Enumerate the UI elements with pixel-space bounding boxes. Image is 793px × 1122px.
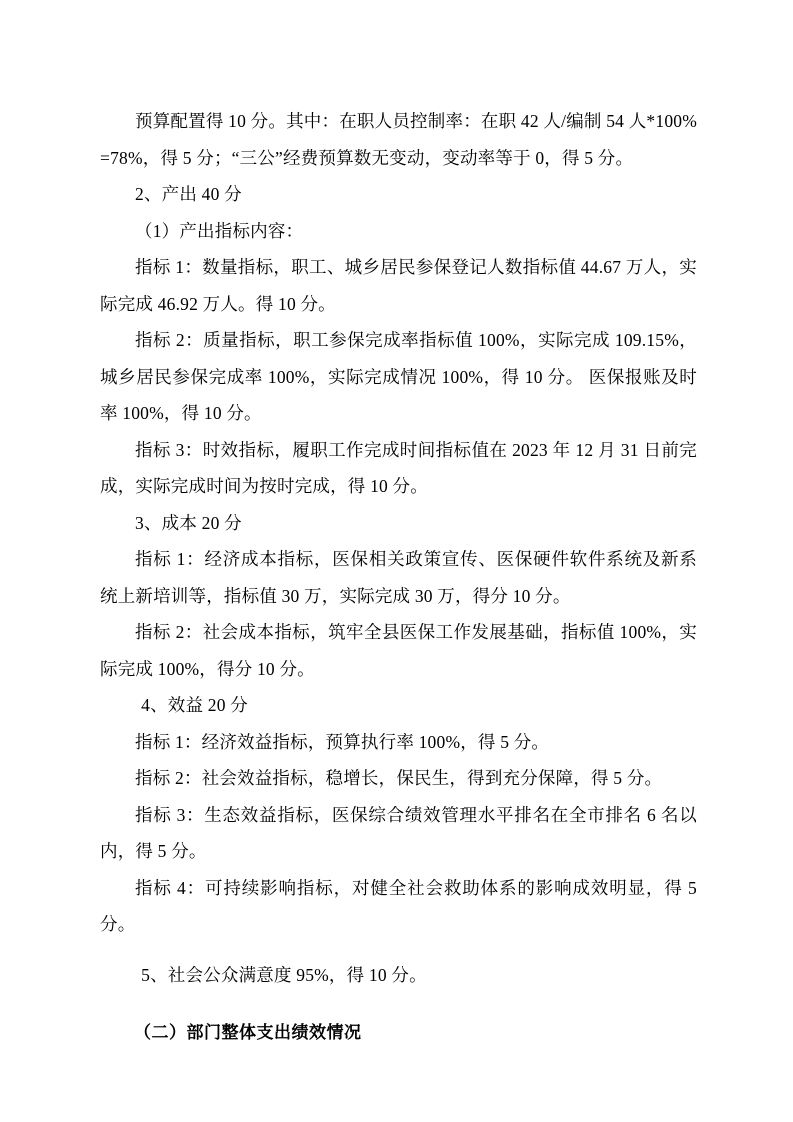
heading-cost-20: 3、成本 20 分 xyxy=(135,512,242,533)
heading-output-40: 2、产出 40 分 xyxy=(135,184,242,204)
para-output-indicator-1: 指标 1：数量指标，职工、城乡居民参保登记人数指标值 44.67 万人，实际完成 46.92 万人。得 10 分。 xyxy=(100,257,697,314)
para-benefit-indicator-4: 指标 4：可持续影响指标，对健全社会救助体系的影响成效明显，得 5 分。 xyxy=(100,877,697,934)
para-budget-allocation: 预算配置得 10 分。其中：在职人员控制率：在职 42 人/编制 54 人*100%=78%，得 5 分；“三公”经费预算数无变动，变动率等于 0，得 5 分。 xyxy=(100,111,697,168)
para-cost-indicator-2: 指标 2：社会成本指标，筑牢全县医保工作发展基础，指标值 100%，实际完成 100%，得分 10 分。 xyxy=(100,622,697,679)
para-cost-indicator-1: 指标 1：经济成本指标，医保相关政策宣传、医保硬件软件系统及新系统上新培训等，指标值 30 万，实际完成 30 万，得分 10 分。 xyxy=(100,549,697,606)
heading-benefit-20: 4、效益 20 分 xyxy=(141,695,248,715)
para-benefit-indicator-2: 指标 2：社会效益指标，稳增长，保民生，得到充分保障，得 5 分。 xyxy=(135,768,663,788)
para-benefit-indicator-1: 指标 1：经济效益指标，预算执行率 100%，得 5 分。 xyxy=(135,731,550,752)
heading-output-indicator-content: （1）产出指标内容： xyxy=(135,220,304,241)
para-benefit-indicator-3: 指标 3：生态效益指标，医保综合绩效管理水平排名在全市排名 6 名以内，得 5 分。 xyxy=(100,804,697,861)
para-public-satisfaction: 5、社会公众满意度 95%，得 10 分。 xyxy=(141,964,427,985)
para-output-indicator-3: 指标 3：时效指标，履职工作完成时间指标值在 2023 年 12 月 31 日前完成，实际完成时间为按时完成，得 10 分。 xyxy=(100,439,697,496)
para-output-indicator-2: 指标 2：质量指标，职工参保完成率指标值 100%，实际完成 109.15%，城乡居民参保完成率 100%，实际完成情况 100%，得 10 分。 医保报账及时率 100%，得 10 分。 xyxy=(100,330,697,423)
heading-department-overall-expenditure: （二）部门整体支出绩效情况 xyxy=(134,1023,362,1042)
